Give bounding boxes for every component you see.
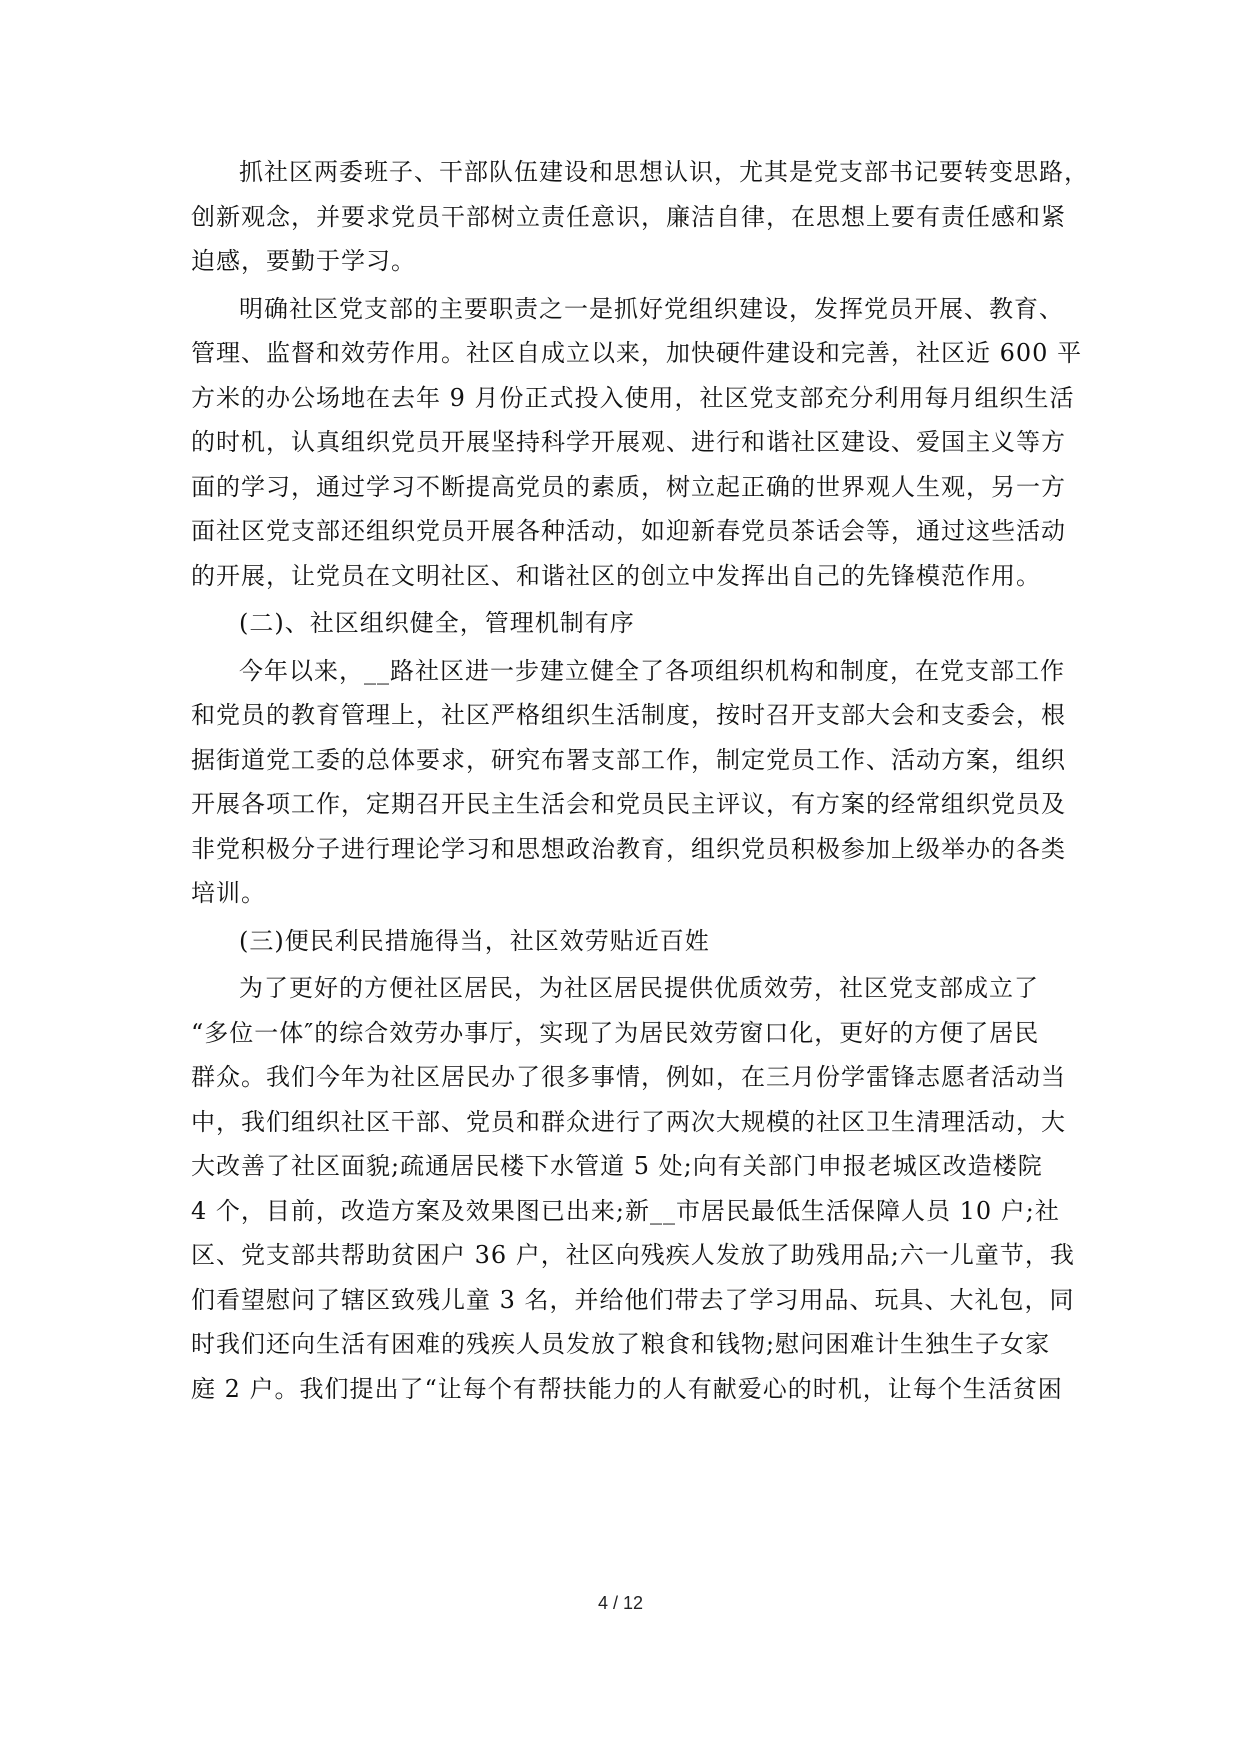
text-line: 非党积极分子进行理论学习和思想政治教育，组织党员积极参加上级举办的各类 xyxy=(191,834,1066,863)
paragraph-2 xyxy=(191,287,1083,599)
text-line: 中，我们组织社区干部、党员和群众进行了两次大规模的社区卫生清理活动，大 xyxy=(191,1107,1066,1136)
text-line: 4 个，目前，改造方案及效果图已出来;新__市居民最低生活保障人员 10 户;社 xyxy=(191,1196,1060,1225)
text-line: 们看望慰问了辖区致残儿童 3 名，并给他们带去了学习用品、玩具、大礼包，同 xyxy=(191,1285,1075,1314)
section-heading-text: (三)便民利民措施得当，社区效劳贴近百姓 xyxy=(239,926,710,955)
section-heading-3 xyxy=(191,919,1071,964)
text-line: 明确社区党支部的主要职责之一是抓好党组织建设，发挥党员开展、教育、 xyxy=(239,294,1064,323)
text-line: 的时机，认真组织党员开展坚持科学开展观、进行和谐社区建设、爱国主义等方 xyxy=(191,428,1066,456)
section-heading-2 xyxy=(191,601,1071,646)
text-line: 群众。我们今年为社区居民办了很多事情，例如，在三月份学雷锋志愿者活动当 xyxy=(191,1063,1066,1091)
text-line: 迫感，要勤于学习。 xyxy=(191,247,416,275)
text-line: 抓社区两委班子、干部队伍建设和思想认识，尤其是党支部书记要转变思路， xyxy=(239,158,1089,186)
text-line: 大改善了社区面貌;疏通居民楼下水管道 5 处;向有关部门申报老城区改造楼院 xyxy=(191,1152,1043,1180)
page-number: 4 / 12 xyxy=(597,1593,644,1613)
text-line: 庭 2 户。我们提出了“让每个有帮扶能力的人有献爱心的时机，让每个生活贫困 xyxy=(191,1374,1063,1403)
text-line: 时我们还向生活有困难的残疾人员发放了粮食和钱物;慰问困难计生独生子女家 xyxy=(191,1330,1051,1358)
text-line: 创新观念，并要求党员干部树立责任意识，廉洁自律，在思想上要有责任感和紧 xyxy=(191,202,1066,231)
text-line: 和党员的教育管理上，社区严格组织生活制度，按时召开支部大会和支委会，根 xyxy=(191,701,1066,729)
text-line: 管理、监督和效劳作用。社区自成立以来，加快硬件建设和完善，社区近 600 平 xyxy=(191,339,1083,367)
text-line: 今年以来，__路社区进一步建立健全了各项组织机构和制度，在党支部工作 xyxy=(239,656,1065,685)
text-line: 方米的办公场地在去年 9 月份正式投入使用，社区党支部充分利用每月组织生活 xyxy=(191,383,1075,412)
paragraph-4 xyxy=(191,966,1075,1411)
text-line: 的开展，让党员在文明社区、和谐社区的创立中发挥出自己的先锋模范作用。 xyxy=(191,561,1041,590)
text-line: 据街道党工委的总体要求，研究布署支部工作，制定党员工作、活动方案，组织 xyxy=(191,745,1066,774)
text-line: “多位一体″的综合效劳办事厅，实现了为居民效劳窗口化，更好的方便了居民 xyxy=(191,1018,1040,1047)
text-line: 区、党支部共帮助贫困户 36 户，社区向残疾人发放了助残用品;六一儿童节，我 xyxy=(191,1241,1075,1269)
paragraph-3 xyxy=(191,649,1071,916)
section-heading-text: (二)、社区组织健全，管理机制有序 xyxy=(239,609,635,637)
document-body xyxy=(191,150,1089,1414)
paragraph-1 xyxy=(191,150,1089,284)
text-line: 开展各项工作，定期召开民主生活会和党员民主评议，有方案的经常组织党员及 xyxy=(191,790,1066,818)
text-line: 培训。 xyxy=(191,879,266,907)
text-line: 为了更好的方便社区居民，为社区居民提供优质效劳，社区党支部成立了 xyxy=(239,974,1039,1002)
text-line: 面的学习，通过学习不断提高党员的素质，树立起正确的世界观人生观，另一方 xyxy=(191,472,1066,501)
text-line: 面社区党支部还组织党员开展各种活动，如迎新春党员茶话会等，通过这些活动 xyxy=(191,517,1066,545)
